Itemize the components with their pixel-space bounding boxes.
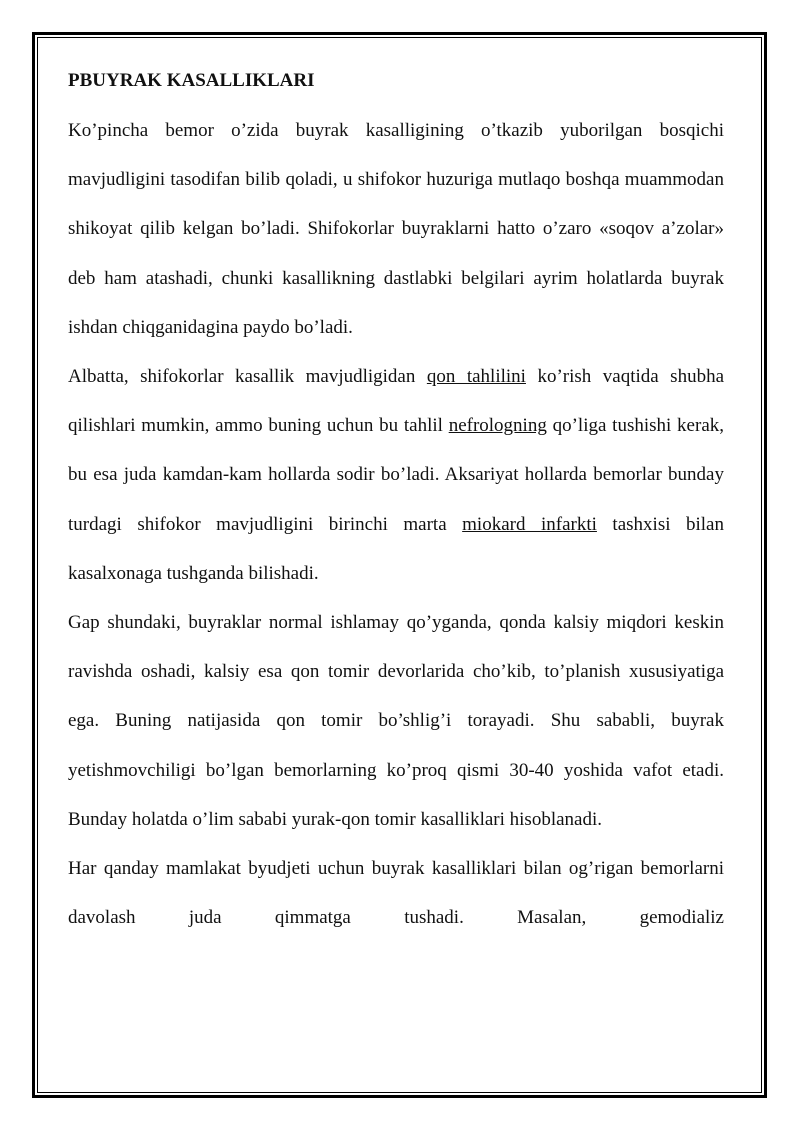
paragraph-text: tashxisi bilan kasalxonaga tushganda bilishadi. <box>68 513 724 584</box>
paragraph-4 <box>68 844 724 942</box>
paragraph-text: ko’rish vaqtida shubha qilishlari mumkin, ammo buning uchun bu tahlil <box>68 366 725 437</box>
document-body <box>68 64 724 942</box>
paragraph-2 <box>68 352 724 598</box>
paragraph-3 <box>68 598 724 844</box>
paragraph-text: Albatta, shifokorlar kasallik mavjudligidan <box>68 366 427 388</box>
paragraph-text: Gap shundaki, buyraklar normal ishlamay qo’yganda, qonda kalsiy miqdori keskin ravishda oshadi, kalsiy esa qon tomir devorlarida cho’kib, to’planish xususiyatiga ega. Buning natijasida qon tomir bo’shlig’i torayadi. Shu sababli, buyrak yetishmovchiligi bo’lgan bemorlarning ko’proq qismi 30-40 yoshida vafot etadi. Bunday holatda o’lim sababi yurak-qon tomir kasalliklari hisoblanadi. <box>68 612 724 830</box>
paragraph-1 <box>68 106 724 352</box>
document-title: PBUYRAK KASALLIKLARI <box>68 70 315 91</box>
link-qon-tahlilini[interactable]: qon tahlilini <box>426 366 526 388</box>
paragraph-text: Har qanday mamlakat byudjeti uchun buyrak kasalliklari bilan og’rigan bemorlarni davolash juda qimmatga tushadi. Masalan, gemodializ <box>68 858 724 929</box>
link-miokard-infarkti[interactable]: miokard infarkti <box>462 513 597 535</box>
paragraph-text: qo’liga tushishi kerak, bu esa juda kamdan-kam hollarda sodir bo’ladi. Aksariyat hollarda bemorlar bunday turdagi shifokor mavjudligini birinchi marta <box>68 415 724 535</box>
link-nefrologning[interactable]: nefrologning <box>448 415 547 437</box>
paragraph-text: Ko’pincha bemor o’zida buyrak kasalligining o’tkazib yuborilgan bosqichi mavjudligini tasodifan bilib qoladi, u shifokor huzuriga mutlaqo boshqa muammodan shikoyat qilib kelgan bo’ladi. Shifokorlar buyraklarni hatto o’zaro «soqov a’zolar» deb ham atashadi, chunki kasallikning dastlabki belgilari ayrim holatlarda buyrak ishdan chiqganidagina paydo bo’ladi. <box>68 120 724 338</box>
